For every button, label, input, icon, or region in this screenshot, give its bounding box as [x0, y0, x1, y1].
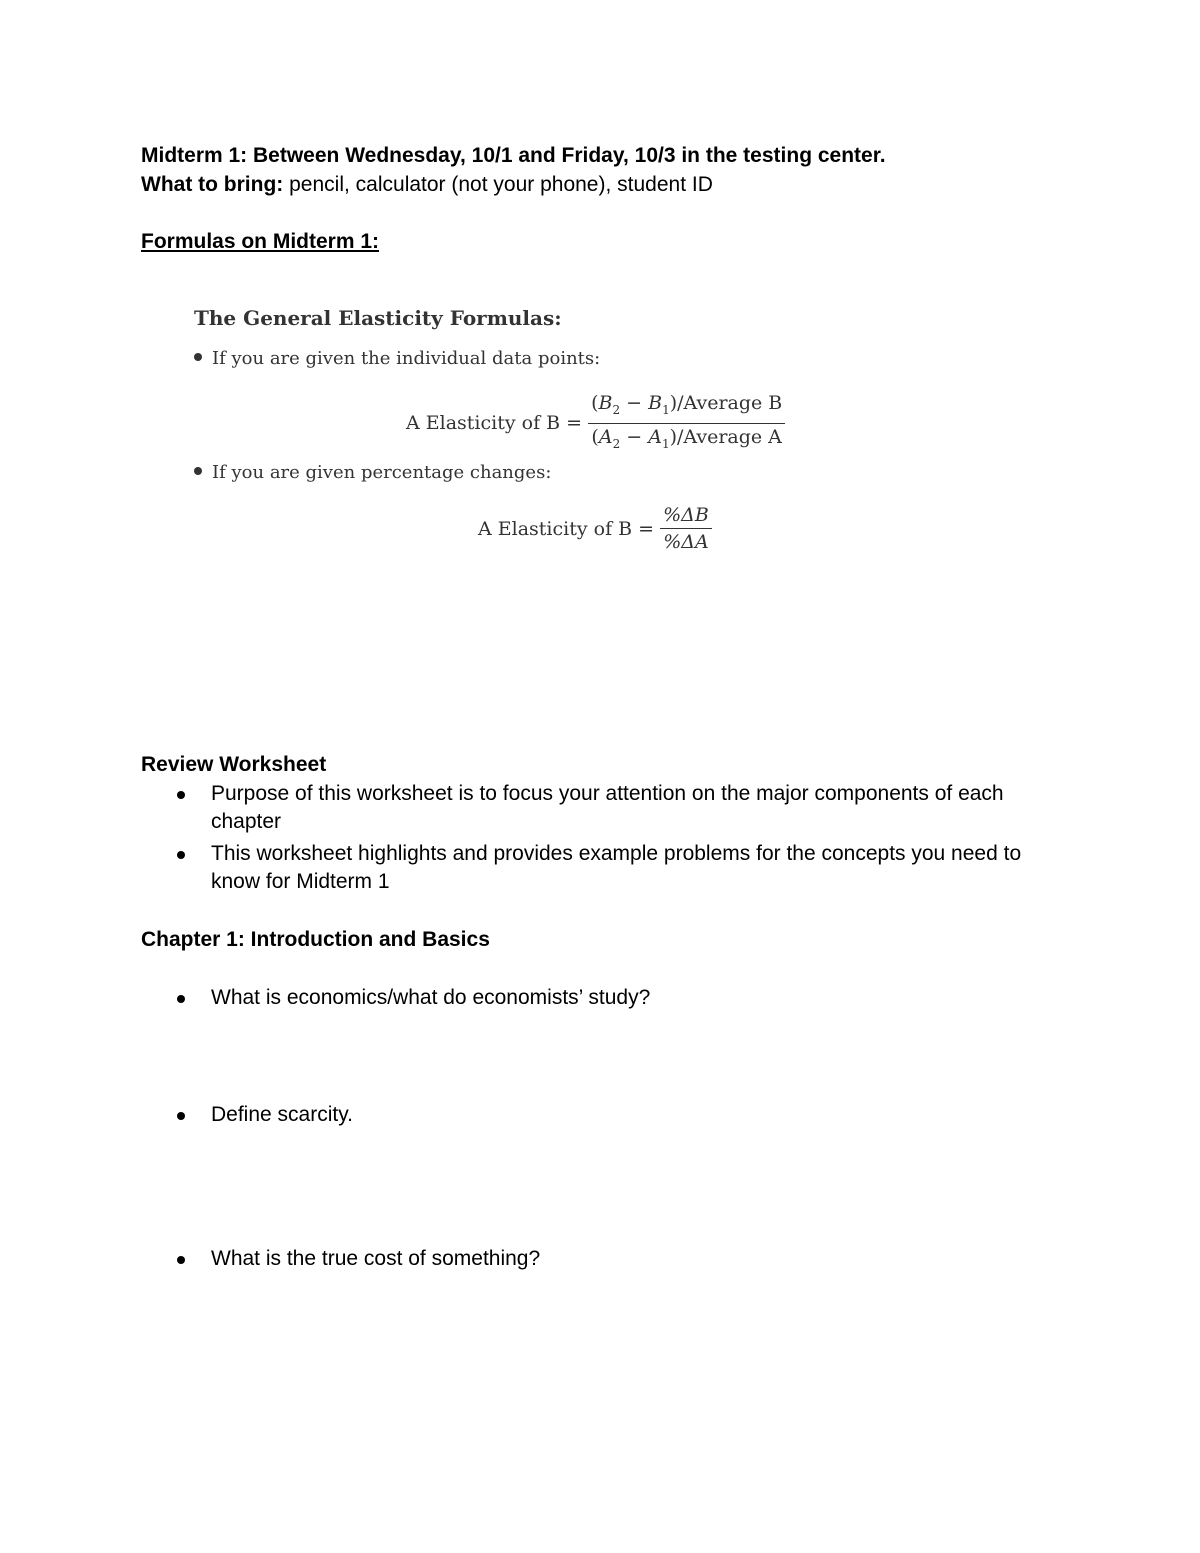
equation-lhs: A Elasticity of B = — [406, 412, 583, 435]
review-worksheet-heading: Review Worksheet — [141, 753, 327, 776]
what-to-bring-line — [141, 171, 713, 199]
what-to-bring-items: pencil, calculator (not your phone), student ID — [283, 173, 713, 196]
equation-fraction — [660, 502, 712, 555]
midterm-date-line: Midterm 1: Between Wednesday, 10/1 and Friday, 10/3 in the testing center. — [141, 144, 886, 167]
formula-bullet-percentage — [194, 462, 551, 483]
elasticity-equation-percent — [478, 502, 712, 555]
formula-title: The General Elasticity Formulas: — [194, 306, 562, 330]
equation-numerator: %ΔB — [660, 502, 712, 529]
chapter-1-heading: Chapter 1: Introduction and Basics — [141, 928, 490, 951]
formulas-heading: Formulas on Midterm 1: — [141, 230, 380, 253]
elasticity-formula-figure — [192, 300, 812, 570]
question-text: What is the true cost of something? — [211, 1247, 541, 1270]
bullet-icon — [177, 851, 185, 859]
bullet-icon — [194, 353, 202, 361]
equation-numerator: ($B_2$ − $B_1$)/Average B — [588, 390, 785, 424]
bullet-icon — [194, 467, 202, 475]
what-to-bring-label: What to bring: — [141, 173, 284, 196]
bullet-icon — [177, 995, 185, 1003]
bullet-icon — [177, 1112, 185, 1120]
equation-denominator: %ΔA — [663, 531, 709, 553]
equation-lhs: A Elasticity of B = — [478, 517, 655, 540]
bullet-icon — [177, 1256, 185, 1264]
question-text: What is economics/what do economists’ study? — [211, 986, 651, 1009]
list-item-text: Purpose of this worksheet is to focus your attention on the major components of each chapter — [211, 782, 1004, 833]
bullet-icon — [177, 791, 185, 799]
equation-fraction — [588, 390, 785, 457]
elasticity-equation-midpoint — [406, 390, 785, 457]
formula-bullet-text: If you are given percentage changes: — [212, 462, 552, 483]
formula-bullet-text: If you are given the individual data points: — [212, 348, 601, 369]
list-item-text: This worksheet highlights and provides example problems for the concepts you need to know for Midterm 1 — [211, 842, 1022, 893]
formula-bullet-data-points — [194, 348, 600, 369]
question-text: Define scarcity. — [211, 1103, 353, 1126]
equation-denominator: ($A_2$ − $A_1$)/Average A — [591, 425, 782, 451]
